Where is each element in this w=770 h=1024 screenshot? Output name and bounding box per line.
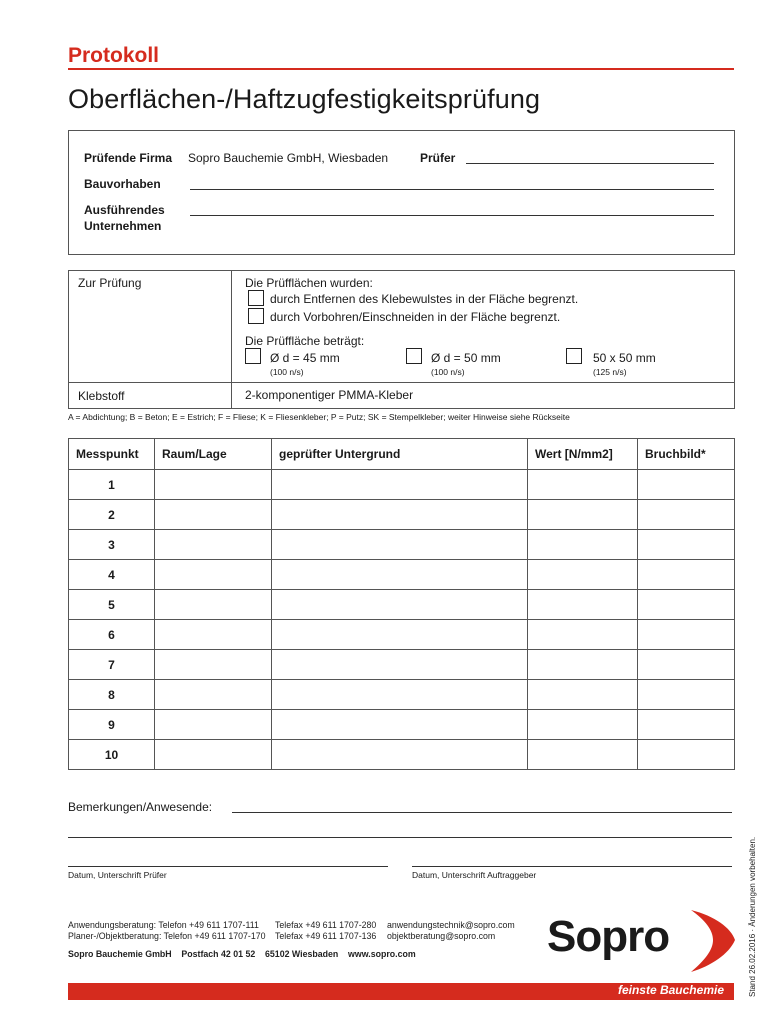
client-signature-line[interactable]: [412, 866, 732, 867]
cell-value[interactable]: [528, 590, 638, 620]
col-header-value: Wert [N/mm2]: [528, 439, 638, 470]
row-number: 6: [69, 620, 155, 650]
revision-note: Stand 26.02.2016 · Änderungen vorbehalten.: [748, 836, 757, 997]
cell-value[interactable]: [528, 500, 638, 530]
cell-room[interactable]: [155, 680, 272, 710]
col-header-point: Messpunkt: [69, 439, 155, 470]
test-box-hdivider: [68, 382, 734, 383]
footer-address: Sopro Bauchemie GmbH Postfach 42 01 52 65102 Wiesbaden www.sopro.com: [68, 949, 416, 959]
cell-value[interactable]: [528, 620, 638, 650]
for-test-label: Zur Prüfung: [78, 276, 142, 290]
cell-substrate[interactable]: [272, 680, 528, 710]
inspector-signature-label: Datum, Unterschrift Prüfer: [68, 870, 167, 880]
footer-line1-left: Anwendungsberatung: Telefon +49 611 1707-111: [68, 920, 259, 930]
size2-note: (100 n/s): [431, 367, 465, 377]
project-label: Bauvorhaben: [84, 177, 161, 191]
sopro-logo: [543, 902, 738, 976]
cell-fracture[interactable]: [638, 650, 735, 680]
row-number: 7: [69, 650, 155, 680]
adhesive-value: 2-komponentiger PMMA-Kleber: [245, 388, 414, 402]
adhesive-label: Klebstoff: [78, 389, 125, 403]
cell-fracture[interactable]: [638, 620, 735, 650]
cell-fracture[interactable]: [638, 740, 735, 770]
cell-room[interactable]: [155, 620, 272, 650]
cell-value[interactable]: [528, 560, 638, 590]
cell-room[interactable]: [155, 530, 272, 560]
company-value: Sopro Bauchemie GmbH, Wiesbaden: [188, 151, 389, 165]
slogan: feinste Bauchemie: [617, 983, 724, 997]
cell-room[interactable]: [155, 650, 272, 680]
surfaces-were-text: Die Prüfflächen wurden:: [245, 276, 373, 290]
cell-value[interactable]: [528, 650, 638, 680]
cell-substrate[interactable]: [272, 530, 528, 560]
cell-substrate[interactable]: [272, 710, 528, 740]
size1-label: Ø d = 45 mm: [270, 351, 340, 365]
row-number: 1: [69, 470, 155, 500]
test-box-vdivider: [231, 270, 232, 408]
cell-substrate[interactable]: [272, 470, 528, 500]
inspector-label: Prüfer: [420, 151, 456, 165]
footer-line2-right[interactable]: objektberatung@sopro.com: [387, 931, 496, 941]
row-number: 9: [69, 710, 155, 740]
cell-fracture[interactable]: [638, 680, 735, 710]
cell-room[interactable]: [155, 740, 272, 770]
row-number: 2: [69, 500, 155, 530]
remarks-label: Bemerkungen/Anwesende:: [68, 800, 213, 814]
cell-fracture[interactable]: [638, 560, 735, 590]
measurement-table: [68, 438, 735, 770]
col-header-substrate: geprüfter Untergrund: [272, 439, 528, 470]
cell-fracture[interactable]: [638, 500, 735, 530]
project-field[interactable]: [190, 189, 714, 190]
footer-line1-mid: Telefax +49 611 1707-280: [275, 920, 377, 930]
col-header-fracture: Bruchbild*: [638, 439, 735, 470]
cell-substrate[interactable]: [272, 500, 528, 530]
size2-label: Ø d = 50 mm: [431, 351, 501, 365]
client-signature-label: Datum, Unterschrift Auftraggeber: [412, 870, 537, 880]
cell-substrate[interactable]: [272, 590, 528, 620]
cell-room[interactable]: [155, 500, 272, 530]
table-row: [69, 650, 735, 680]
option1-checkbox[interactable]: [248, 290, 264, 306]
company-label: Prüfende Firma: [84, 151, 173, 165]
cell-fracture[interactable]: [638, 590, 735, 620]
option1-label: durch Entfernen des Klebewulstes in der Fläche begrenzt.: [270, 292, 579, 306]
option2-checkbox[interactable]: [248, 308, 264, 324]
cell-substrate[interactable]: [272, 650, 528, 680]
protocol-title: Protokoll: [68, 44, 160, 67]
logo-text: Sopro: [547, 912, 670, 961]
cell-substrate[interactable]: [272, 560, 528, 590]
cell-substrate[interactable]: [272, 740, 528, 770]
table-row: [69, 500, 735, 530]
cell-fracture[interactable]: [638, 470, 735, 500]
cell-value[interactable]: [528, 680, 638, 710]
table-row: [69, 590, 735, 620]
cell-value[interactable]: [528, 470, 638, 500]
cell-room[interactable]: [155, 590, 272, 620]
page-title: Oberflächen-/Haftzugfestigkeitsprüfung: [68, 84, 541, 114]
cell-substrate[interactable]: [272, 620, 528, 650]
inspector-field[interactable]: [466, 163, 714, 164]
row-number: 8: [69, 680, 155, 710]
table-row: [69, 740, 735, 770]
cell-value[interactable]: [528, 740, 638, 770]
size1-note: (100 n/s): [270, 367, 304, 377]
contractor-label-line1: Ausführendes: [84, 203, 165, 217]
footer-line1-right[interactable]: anwendungstechnik@sopro.com: [387, 920, 515, 930]
table-row: [69, 530, 735, 560]
contractor-field[interactable]: [190, 215, 714, 216]
legend-text: A = Abdichtung; B = Beton; E = Estrich; F = Fliese; K = Fliesenkleber; P = Putz; SK = Stempelkleber; weiter Hinweise siehe Rückseite: [68, 412, 570, 422]
option2-label: durch Vorbohren/Einschneiden in der Fläche begrenzt.: [270, 310, 561, 324]
row-number: 3: [69, 530, 155, 560]
table-row: [69, 560, 735, 590]
table-header-row: [69, 439, 735, 470]
size3-note: (125 n/s): [593, 367, 627, 377]
cell-fracture[interactable]: [638, 530, 735, 560]
col-header-room: Raum/Lage: [155, 439, 272, 470]
footer-line2-mid: Telefax +49 611 1707-136: [275, 931, 377, 941]
size2-checkbox[interactable]: [406, 348, 422, 364]
title-rule: [68, 68, 734, 70]
row-number: 4: [69, 560, 155, 590]
table-row: [69, 620, 735, 650]
cell-value[interactable]: [528, 710, 638, 740]
contractor-label-line2: Unternehmen: [84, 219, 162, 233]
cell-room[interactable]: [155, 560, 272, 590]
remarks-field-1[interactable]: [232, 812, 732, 813]
table-row: [69, 680, 735, 710]
size1-checkbox[interactable]: [245, 348, 261, 364]
row-number: 10: [69, 740, 155, 770]
cell-room[interactable]: [155, 710, 272, 740]
inspector-signature-line[interactable]: [68, 866, 388, 867]
info-box: [68, 130, 735, 255]
cell-fracture[interactable]: [638, 710, 735, 740]
size3-label: 50 x 50 mm: [593, 351, 656, 365]
footer-line2-left: Planer-/Objektberatung: Telefon +49 611 1707-170: [68, 931, 266, 941]
table-row: [69, 710, 735, 740]
table-row: [69, 470, 735, 500]
remarks-field-2[interactable]: [68, 837, 732, 838]
cell-room[interactable]: [155, 470, 272, 500]
size3-checkbox[interactable]: [566, 348, 582, 364]
cell-value[interactable]: [528, 530, 638, 560]
row-number: 5: [69, 590, 155, 620]
surface-size-text: Die Prüffläche beträgt:: [245, 334, 365, 348]
